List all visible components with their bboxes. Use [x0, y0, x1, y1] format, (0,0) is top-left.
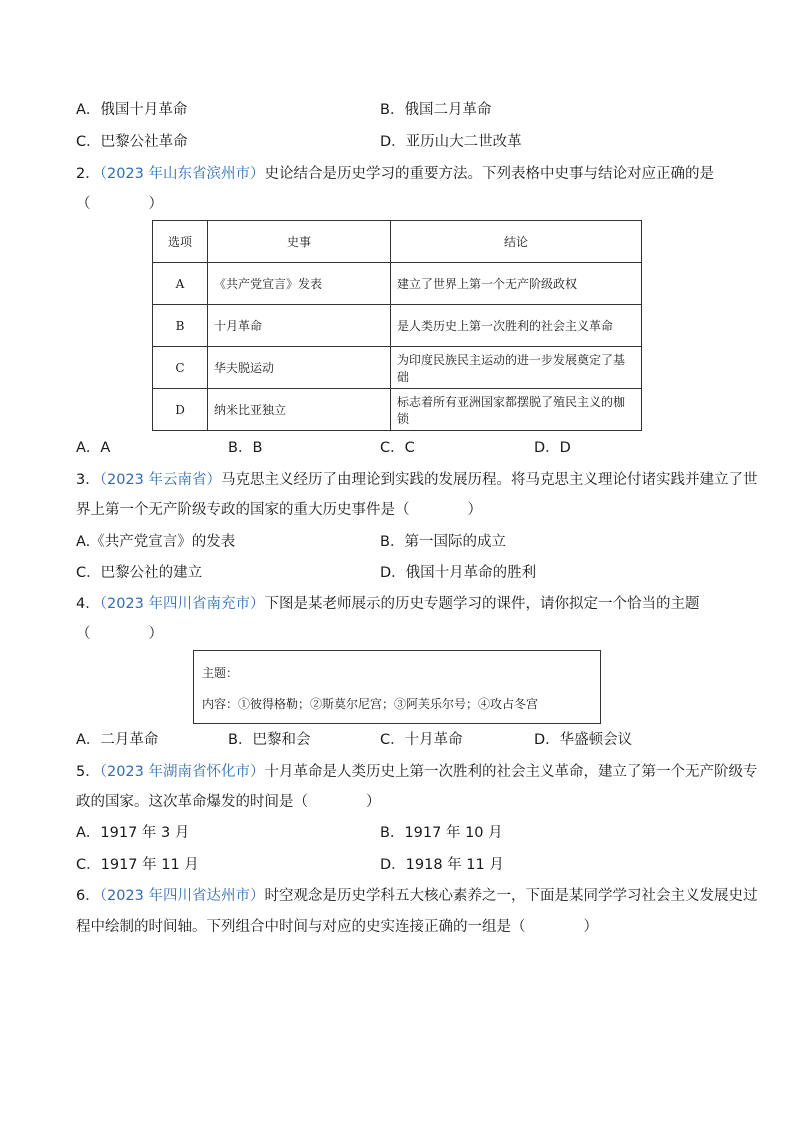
table-header-event: 史事 [208, 221, 391, 263]
q4-stem-line [76, 594, 700, 614]
table-cell-option: A [153, 263, 208, 305]
table-cell-option: B [153, 305, 208, 347]
q4-courseware-box [193, 650, 601, 724]
q5-option-b[interactable]: B．1917 年 10 月 [380, 825, 503, 841]
q6-source: （2023 年四川省达州市） [99, 888, 265, 904]
q2-option-b[interactable]: B．B [228, 440, 263, 456]
q4-box-content: 内容：①彼得格勒；②斯莫尔尼宫；③阿芙乐尔号；④攻占冬宫 [202, 697, 539, 711]
q2-stem: 史论结合是历史学习的重要方法。下列表格中史事与结论对应正确的是 [264, 166, 714, 182]
table-cell-option: D [153, 389, 208, 431]
table-cell-conclusion: 为印度民族民主运动的进一步发展奠定了基础 [391, 347, 642, 389]
q3-stem: 马克思主义经历了由理论到实践的发展历程。将马克思主义理论付诸实践并建立了世 [221, 472, 758, 488]
q5-stem-line-2: 政的国家。这次革命爆发的时间是（ ） [76, 794, 381, 810]
table-cell-event: 《共产党宣言》发表 [208, 263, 391, 305]
q4-option-a[interactable]: A．二月革命 [76, 732, 159, 748]
q6-number: 6． [76, 888, 100, 904]
q2-option-d[interactable]: D．D [534, 440, 571, 456]
q3-source: （2023 年云南省） [99, 472, 221, 488]
table-row [153, 305, 642, 347]
table-header-conclusion: 结论 [391, 221, 642, 263]
table-cell-conclusion: 标志着所有亚洲国家都摆脱了殖民主义的枷锁 [391, 389, 642, 431]
table-row [153, 263, 642, 305]
table-header-row [153, 221, 642, 263]
q1-option-b[interactable]: B．俄国二月革命 [380, 102, 492, 118]
q4-answer-paren: （ ） [76, 626, 163, 642]
q4-option-d[interactable]: D．华盛顿会议 [534, 732, 633, 748]
q4-option-c[interactable]: C．十月革命 [380, 732, 463, 748]
q4-stem: 下图是某老师展示的历史专题学习的课件，请你拟定一个恰当的主题 [264, 596, 700, 612]
q2-source: （2023 年山东省滨州市） [99, 166, 265, 182]
q4-number: 4． [76, 596, 100, 612]
q1-option-c[interactable]: C．巴黎公社革命 [76, 134, 188, 150]
q6-stem: 时空观念是历史学科五大核心素养之一，下面是某同学学习社会主义发展史过 [264, 888, 758, 904]
q6-stem-line [76, 886, 758, 906]
q2-answer-paren: （ ） [76, 196, 163, 212]
table-cell-conclusion: 是人类历史上第一次胜利的社会主义革命 [391, 305, 642, 347]
table-header-option: 选项 [153, 221, 208, 263]
q5-number: 5． [76, 764, 100, 780]
q6-stem-line-2: 程中绘制的时间轴。下列组合中时间与对应的史实连接正确的一组是（ ） [76, 919, 598, 935]
q2-option-a[interactable]: A．A [76, 440, 111, 456]
q4-box-title: 主题： [202, 666, 239, 680]
q3-option-d[interactable]: D．俄国十月革命的胜利 [380, 565, 537, 581]
q3-option-c[interactable]: C．巴黎公社的建立 [76, 565, 203, 581]
q1-option-a[interactable]: A．俄国十月革命 [76, 102, 188, 118]
q5-option-a[interactable]: A．1917 年 3 月 [76, 825, 190, 841]
table-row [153, 389, 642, 431]
table-cell-event: 纳米比亚独立 [208, 389, 391, 431]
q5-stem: 十月革命是人类历史上第一次胜利的社会主义革命，建立了第一个无产阶级专 [264, 764, 758, 780]
q5-source: （2023 年湖南省怀化市） [99, 764, 265, 780]
table-cell-conclusion: 建立了世界上第一个无产阶级政权 [391, 263, 642, 305]
q4-option-b[interactable]: B．巴黎和会 [228, 732, 311, 748]
q2-number: 2． [76, 166, 100, 182]
table-cell-event: 十月革命 [208, 305, 391, 347]
q3-stem-line-2: 界上第一个无产阶级专政的国家的重大历史事件是（ ） [76, 502, 482, 518]
q3-number: 3． [76, 472, 100, 488]
q2-stem-line [76, 164, 714, 184]
table-cell-event: 华夫脱运动 [208, 347, 391, 389]
table-cell-option: C [153, 347, 208, 389]
q3-option-a[interactable]: A.《共产党宣言》的发表 [76, 534, 236, 550]
q2-history-table [152, 220, 642, 431]
q1-option-d[interactable]: D．亚历山大二世改革 [380, 134, 522, 150]
q5-stem-line [76, 762, 758, 782]
q2-option-c[interactable]: C．C [380, 440, 415, 456]
q4-source: （2023 年四川省南充市） [99, 596, 265, 612]
q3-option-b[interactable]: B．第一国际的成立 [380, 534, 506, 550]
table-row [153, 347, 642, 389]
q5-option-c[interactable]: C．1917 年 11 月 [76, 857, 199, 873]
q5-option-d[interactable]: D．1918 年 11 月 [380, 857, 504, 873]
q3-stem-line [76, 470, 758, 490]
